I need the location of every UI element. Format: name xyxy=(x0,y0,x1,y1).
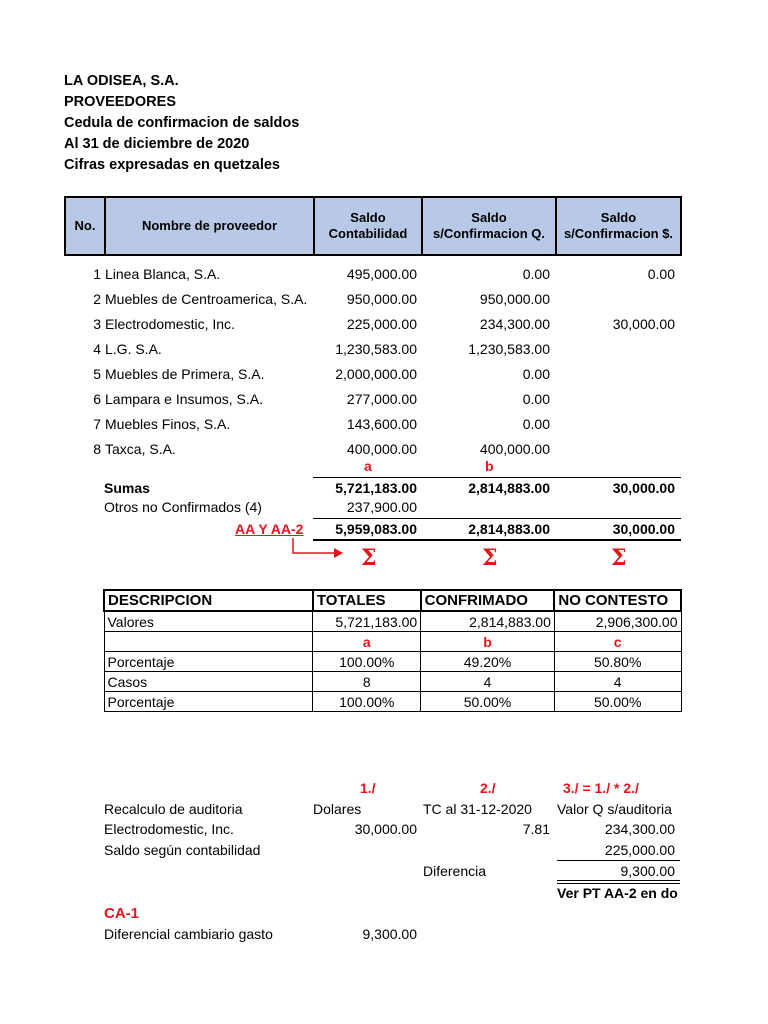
saldo-confirmacion-usd: 0.00 xyxy=(647,266,675,282)
header-no-contesto: NO CONTESTO xyxy=(554,590,681,611)
saldo-confirmacion-usd: 30,000.00 xyxy=(612,316,675,332)
summary-row-porcentaje-casos xyxy=(104,692,681,712)
recalc-header-valor-q: Valor Q s/auditoria xyxy=(557,801,672,817)
recalc-col3-marker: 3./ = 1./ * 2./ xyxy=(563,780,639,796)
header-saldo-confirmacion-q: Saldo s/Confirmacion Q. xyxy=(421,196,557,256)
recalc-col1-marker: 1./ xyxy=(360,780,376,796)
saldo-confirmacion-q: 234,300.00 xyxy=(479,316,550,332)
department: PROVEEDORES xyxy=(64,94,176,110)
summary-row-casos xyxy=(104,672,681,692)
header-saldo-contabilidad: Saldo Contabilidad xyxy=(313,196,423,256)
total-confirmacion-usd: 30,000.00 xyxy=(612,521,675,537)
saldo-contabilidad: 2,000,000.00 xyxy=(335,366,417,382)
provider-name: Taxca, S.A. xyxy=(105,441,176,457)
table-row xyxy=(64,412,684,437)
header-saldo-confirmacion-usd: Saldo s/Confirmacion $. xyxy=(555,196,682,256)
mark-c: c xyxy=(554,632,681,652)
sumas-confirmacion-usd: 30,000.00 xyxy=(612,480,675,496)
summary-row-marks xyxy=(104,632,681,652)
header-confirmado: CONFRIMADO xyxy=(421,590,555,611)
row-label xyxy=(104,632,313,652)
total-bottom-divider xyxy=(313,539,681,541)
cell-totales: 5,721,183.00 xyxy=(313,611,421,632)
recalc-electro-usd: 30,000.00 xyxy=(354,821,417,837)
diferencia-label: Diferencia xyxy=(423,863,487,879)
cell-confirmado: 2,814,883.00 xyxy=(421,611,555,632)
reference-aa: AA Y AA-2 xyxy=(235,521,304,537)
summary-table xyxy=(103,589,682,712)
mark-b: b xyxy=(421,632,555,652)
saldo-confirmacion-q: 950,000.00 xyxy=(479,291,550,307)
cell-confirmado: 49.20% xyxy=(421,652,555,672)
table-row xyxy=(64,437,684,462)
provider-name: Muebles Finos, S.A. xyxy=(105,416,231,432)
recalc-header-tc: TC al 31-12-2020 xyxy=(423,801,532,817)
table-row xyxy=(64,337,684,362)
sigma-icon: Σ xyxy=(361,545,377,571)
table-row xyxy=(64,312,684,337)
total-top-divider xyxy=(313,518,681,519)
mark-a: a xyxy=(313,632,421,652)
cell-no-contesto: 50.80% xyxy=(554,652,681,672)
sumas-confirmacion-q: 2,814,883.00 xyxy=(468,480,550,496)
row-number: 8 xyxy=(93,441,101,457)
diferencia-value: 9,300.00 xyxy=(620,863,675,879)
otros-label: Otros no Confirmados (4) xyxy=(104,499,262,515)
saldo-contabilidad: 225,000.00 xyxy=(346,316,417,332)
saldo-confirmacion-q: 1,230,583.00 xyxy=(468,341,550,357)
table-row xyxy=(64,387,684,412)
table-row xyxy=(64,287,684,312)
header-totales: TOTALES xyxy=(313,590,421,611)
summary-header-row xyxy=(104,590,681,611)
row-number: 5 xyxy=(93,366,101,382)
header-descripcion: DESCRIPCION xyxy=(104,590,313,611)
recalc-label: Recalculo de auditoria xyxy=(104,801,243,817)
row-number: 1 xyxy=(93,266,101,282)
row-label: Casos xyxy=(104,672,313,692)
cell-confirmado: 50.00% xyxy=(421,692,555,712)
total-confirmacion-q: 2,814,883.00 xyxy=(468,521,550,537)
recalc-col2-marker: 2./ xyxy=(480,780,496,796)
diferencia-underline-1 xyxy=(557,880,680,881)
table-row xyxy=(64,262,684,287)
provider-name: Linea Blanca, S.A. xyxy=(105,266,221,282)
cell-confirmado: 4 xyxy=(421,672,555,692)
sumas-label: Sumas xyxy=(104,480,150,496)
recalc-electro-label: Electrodomestic, Inc. xyxy=(104,821,234,837)
sigma-icon: Σ xyxy=(482,545,498,571)
row-number: 3 xyxy=(93,316,101,332)
saldo-contabilidad-value: 225,000.00 xyxy=(604,842,675,858)
diferencia-underline-2 xyxy=(557,883,680,884)
saldo-contabilidad: 1,230,583.00 xyxy=(335,341,417,357)
summary-row-valores xyxy=(104,611,681,632)
cell-no-contesto: 2,906,300.00 xyxy=(554,611,681,632)
row-number: 4 xyxy=(93,341,101,357)
document-date: Al 31 de diciembre de 2020 xyxy=(64,136,250,152)
mark-b: b xyxy=(485,458,494,474)
table-row xyxy=(64,362,684,387)
sigma-icon: Σ xyxy=(611,545,627,571)
row-label: Valores xyxy=(104,611,313,632)
currency-note: Cifras expresadas en quetzales xyxy=(64,157,280,173)
recalc-header-dolares: Dolares xyxy=(313,801,362,817)
saldo-confirmacion-q: 0.00 xyxy=(522,366,550,382)
saldo-contabilidad-label: Saldo según contabilidad xyxy=(104,842,261,858)
provider-name: Lampara e Insumos, S.A. xyxy=(105,391,263,407)
provider-name: Muebles de Primera, S.A. xyxy=(105,366,265,382)
row-number: 6 xyxy=(93,391,101,407)
saldo-contabilidad: 277,000.00 xyxy=(346,391,417,407)
provider-name: L.G. S.A. xyxy=(105,341,162,357)
company-name: LA ODISEA, S.A. xyxy=(64,73,179,89)
ca-code: CA-1 xyxy=(104,905,140,922)
otros-contabilidad: 237,900.00 xyxy=(346,499,417,515)
saldo-contabilidad: 400,000.00 xyxy=(346,441,417,457)
header-no: No. xyxy=(64,196,106,256)
saldo-confirmacion-q: 400,000.00 xyxy=(479,441,550,457)
row-label: Porcentaje xyxy=(104,652,313,672)
mark-a: a xyxy=(364,458,372,474)
ca-value: 9,300.00 xyxy=(362,926,417,942)
row-label: Porcentaje xyxy=(104,692,313,712)
diferencia-divider xyxy=(557,860,680,861)
ver-pt-reference: Ver PT AA-2 en do xyxy=(557,885,678,901)
header-provider-name: Nombre de proveedor xyxy=(104,196,315,256)
sumas-contabilidad: 5,721,183.00 xyxy=(335,480,417,496)
cell-totales: 100.00% xyxy=(313,652,421,672)
saldo-confirmacion-q: 0.00 xyxy=(522,391,550,407)
saldo-contabilidad: 950,000.00 xyxy=(346,291,417,307)
reference-arrow-icon xyxy=(290,536,346,560)
recalc-electro-tc: 7.81 xyxy=(522,821,550,837)
row-number: 2 xyxy=(93,291,101,307)
provider-name: Electrodomestic, Inc. xyxy=(105,316,235,332)
ca-label: Diferencial cambiario gasto xyxy=(104,926,273,942)
cell-no-contesto: 50.00% xyxy=(554,692,681,712)
provider-name: Muebles de Centroamerica, S.A. xyxy=(105,291,308,307)
cell-totales: 100.00% xyxy=(313,692,421,712)
recalc-electro-q: 234,300.00 xyxy=(604,821,675,837)
saldo-confirmacion-q: 0.00 xyxy=(522,416,550,432)
saldo-contabilidad: 143,600.00 xyxy=(346,416,417,432)
cell-no-contesto: 4 xyxy=(554,672,681,692)
sum-divider xyxy=(313,477,681,478)
document-title: Cedula de confirmacion de saldos xyxy=(64,115,300,131)
total-contabilidad: 5,959,083.00 xyxy=(335,521,417,537)
summary-row-porcentaje xyxy=(104,652,681,672)
saldo-contabilidad: 495,000.00 xyxy=(346,266,417,282)
cell-totales: 8 xyxy=(313,672,421,692)
saldo-confirmacion-q: 0.00 xyxy=(522,266,550,282)
row-number: 7 xyxy=(93,416,101,432)
